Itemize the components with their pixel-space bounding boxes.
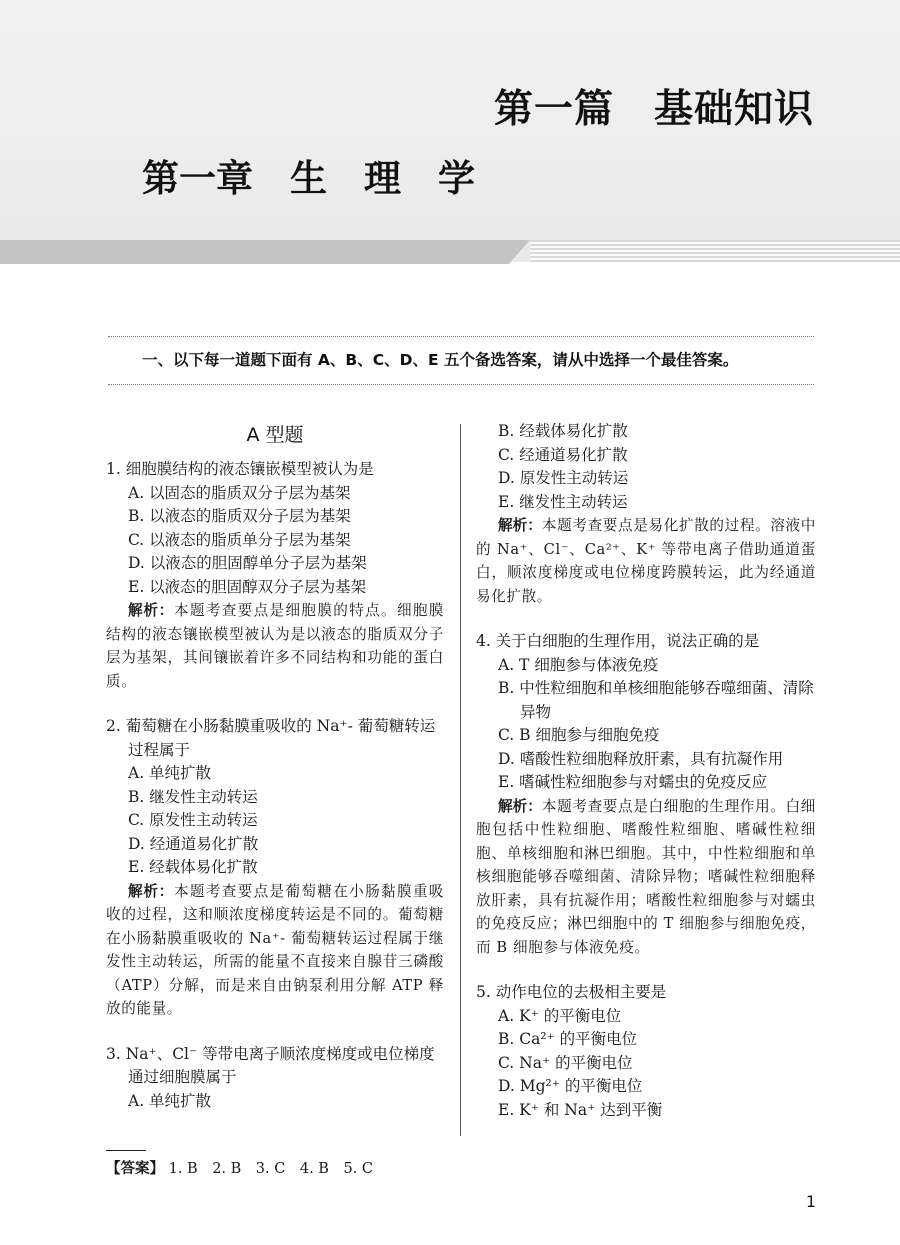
explanation-text: 本题考查要点是白细胞的生理作用。白细胞包括中性粒细胞、嗜酸性粒细胞、嗜碱性粒细胞、单核细胞和淋巴细胞。其中，中性粒细胞和单核细胞能够吞噬细菌、清除异物；嗜碱性粒细胞释放肝素，具有抗凝作用；嗜酸性粒细胞参与对蠕虫的免疫反应；淋巴细胞中的 T 细胞参与细胞免疫，而 B 细胞参与体液免疫。	[476, 797, 816, 956]
option-d: D. 原发性主动转运	[498, 469, 629, 487]
option-b: B. 继发性主动转运	[128, 787, 258, 806]
answer-label: 【答案】	[106, 1161, 164, 1177]
section-title: A 型题	[246, 424, 304, 446]
answer-key	[106, 1157, 373, 1178]
explanation-label: 解析：	[498, 797, 542, 815]
left-column	[106, 420, 444, 1113]
option-e: E. 继发性主动转运	[498, 492, 628, 511]
explanation-label: 解析：	[128, 882, 174, 900]
option-c: C. B 细胞参与细胞免疫	[498, 726, 660, 744]
option-d: D. 经通道易化扩散	[128, 834, 259, 853]
explanation-label: 解析：	[128, 602, 174, 619]
explanation-text: 本题考查要点是葡萄糖在小肠黏膜重吸收的过程，这和顺浓度梯度转运是不同的。葡萄糖在小肠黏膜重吸收的 Na⁺- 葡萄糖转运过程属于继发性主动转运，所需的能量不直接来自腺苷三磷酸（ATP）分解，而是来自由钠泵利用分解 ATP 释放的能量。	[106, 882, 444, 1017]
option-b: B. 经载体易化扩散	[498, 422, 628, 440]
option-b: B. Ca²⁺ 的平衡电位	[498, 1030, 638, 1048]
option-e: E. 以液态的胆固醇双分子层为基架	[128, 577, 367, 596]
question-stem: 4. 关于白细胞的生理作用，说法正确的是	[476, 632, 760, 650]
question-stem: 3. Na⁺、Cl⁻ 等带电离子顺浓度梯度或电位梯度通过细胞膜属于	[106, 1044, 435, 1086]
option-d: D. 以液态的胆固醇单分子层为基架	[128, 554, 367, 572]
instruction-text: 一、以下每一道题下面有 A、B、C、D、E 五个备选答案，请从中选择一个最佳答案。	[142, 351, 739, 369]
question-4	[476, 630, 816, 959]
option-c: C. 原发性主动转运	[128, 811, 258, 829]
option-d: D. Mg²⁺ 的平衡电位	[498, 1077, 643, 1095]
option-e: E. 嗜碱性粒细胞参与对蠕虫的免疫反应	[498, 773, 768, 791]
question-3	[106, 1043, 444, 1114]
part-title: 第一篇 基础知识	[493, 87, 814, 132]
header-stripe-dark	[0, 240, 530, 264]
page-number: 1	[805, 1192, 816, 1211]
option-e: E. 经载体易化扩散	[128, 858, 258, 876]
option-b: B. 中性粒细胞和单核细胞能够吞噬细菌、清除异物	[498, 679, 814, 721]
option-a: A. 单纯扩散	[128, 1091, 212, 1110]
dotted-divider-bottom	[108, 384, 814, 385]
answer-rule	[106, 1150, 146, 1151]
option-a: A. K⁺ 的平衡电位	[498, 1006, 622, 1025]
explanation	[476, 514, 816, 608]
option-a: A. 以固态的脂质双分子层为基架	[128, 483, 351, 502]
question-3-continued	[476, 420, 816, 608]
chapter-title: 第一章 生 理 学	[142, 157, 475, 200]
explanation-text: 本题考查要点是易化扩散的过程。溶液中的 Na⁺、Cl⁻、Ca²⁺、K⁺ 等带电离子借助通道蛋白，顺浓度梯度或电位梯度跨膜转运，此为经通道易化扩散。	[476, 517, 816, 605]
explanation	[106, 880, 444, 1021]
question-stem: 1. 细胞膜结构的液态镶嵌模型被认为是	[106, 460, 374, 478]
question-1	[106, 458, 444, 693]
question-stem: 5. 动作电位的去极相主要是	[476, 983, 667, 1001]
option-b: B. 以液态的脂质双分子层为基架	[128, 507, 351, 525]
option-a: A. T 细胞参与体液免疫	[498, 655, 659, 674]
question-2	[106, 715, 444, 1021]
question-5	[476, 981, 816, 1122]
dotted-divider-top	[108, 336, 814, 337]
option-e: E. K⁺ 和 Na⁺ 达到平衡	[498, 1100, 663, 1119]
explanation	[106, 599, 444, 693]
option-c: C. 经通道易化扩散	[498, 445, 628, 464]
explanation	[476, 795, 816, 960]
question-stem: 2. 葡萄糖在小肠黏膜重吸收的 Na⁺- 葡萄糖转运过程属于	[106, 717, 436, 759]
answer-values: 1. B 2. B 3. C 4. B 5. C	[168, 1161, 373, 1177]
option-c: C. 以液态的脂质单分子层为基架	[128, 530, 351, 549]
right-column	[476, 420, 816, 1122]
option-c: C. Na⁺ 的平衡电位	[498, 1053, 633, 1072]
option-a: A. 单纯扩散	[128, 764, 212, 782]
column-divider	[460, 424, 461, 1136]
header-stripe-light	[530, 240, 900, 264]
explanation-text: 本题考查要点是细胞膜的特点。细胞膜结构的液态镶嵌模型被认为是以液态的脂质双分子层为基架，其间镶嵌着许多不同结构和功能的蛋白质。	[106, 602, 444, 690]
explanation-label: 解析：	[498, 517, 542, 534]
option-d: D. 嗜酸性粒细胞释放肝素，具有抗凝作用	[498, 749, 784, 768]
